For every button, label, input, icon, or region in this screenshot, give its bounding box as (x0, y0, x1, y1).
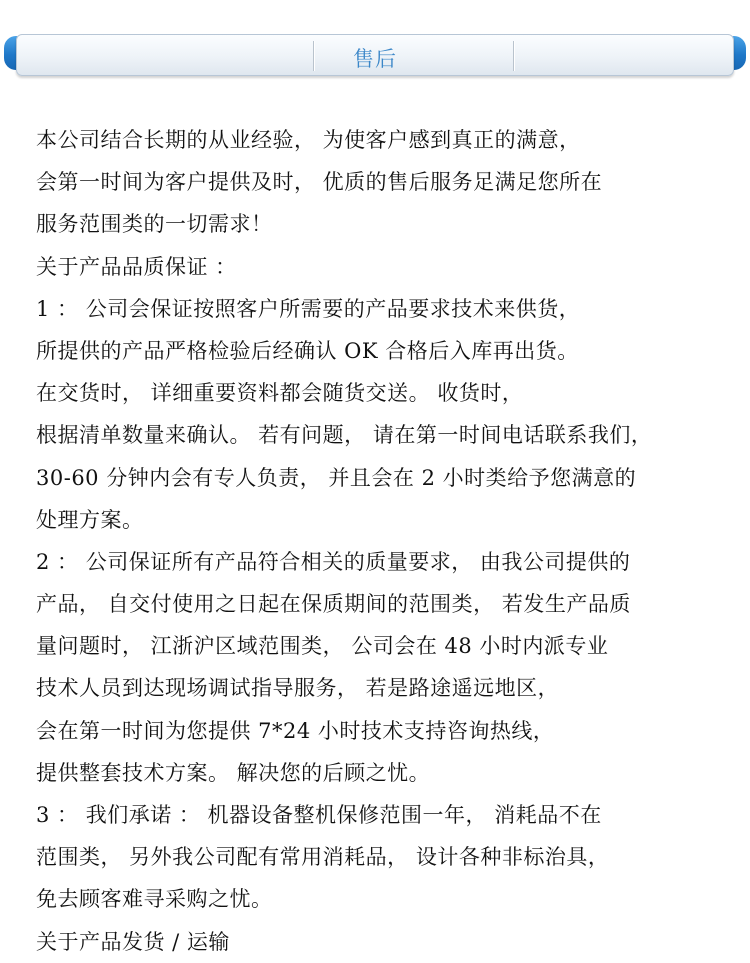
text-line: 根据清单数量来确认。 若有问题， 请在第一时间电话联系我们， (36, 423, 653, 448)
text-line: 提供整套技术方案。 解决您的后顾之忧。 (36, 760, 431, 785)
text-line: 免去顾客难寻采购之忧。 (36, 887, 273, 912)
text-line: 技术人员到达现场调试指导服务， 若是路途遥远地区， (36, 676, 560, 701)
text-line: 处理方案。 (36, 507, 144, 532)
text-line: 所提供的产品严格检验后经确认 OK 合格后入库再出货。 (36, 338, 579, 363)
text-line: 会第一时间为客户提供及时， 优质的售后服务足满足您所在 (36, 170, 603, 195)
after-sales-text (36, 119, 748, 963)
text-line: 产品， 自交付使用之日起在保质期间的范围类， 若发生产品质 (36, 592, 631, 617)
text-line: 会在第一时间为您提供 7*24 小时技术支持咨询热线， (36, 718, 555, 743)
header-bar-body (16, 34, 734, 76)
section-header-bar (4, 34, 746, 76)
section-title: 售后 (353, 47, 397, 71)
text-line: 30-60 分钟内会有专人负责， 并且会在 2 小时类给予您满意的 (36, 465, 637, 490)
text-line: 关于产品品质保证 ： (36, 254, 237, 279)
text-line: 2 ： 公司保证所有产品符合相关的质量要求， 由我公司提供的 (36, 549, 631, 574)
text-line: 在交货时， 详细重要资料都会随货交送。 收货时， (36, 381, 524, 406)
text-line: 1 ： 公司会保证按照客户所需要的产品要求技术来供货， (36, 296, 581, 321)
text-line: 量问题时， 江浙沪区域范围类， 公司会在 48 小时内派专业 (36, 634, 609, 659)
text-line: 3 ： 我们承诺 ： 机器设备整机保修范围一年， 消耗品不在 (36, 803, 602, 827)
text-line: 服务范围类的一切需求！ (36, 212, 273, 237)
text-line: 关于产品发货 / 运输 (36, 929, 230, 954)
text-line: 本公司结合长期的从业经验， 为使客户感到真正的满意， (36, 128, 581, 152)
text-line: 范围类， 另外我公司配有常用消耗品， 设计各种非标治具， (36, 845, 610, 870)
